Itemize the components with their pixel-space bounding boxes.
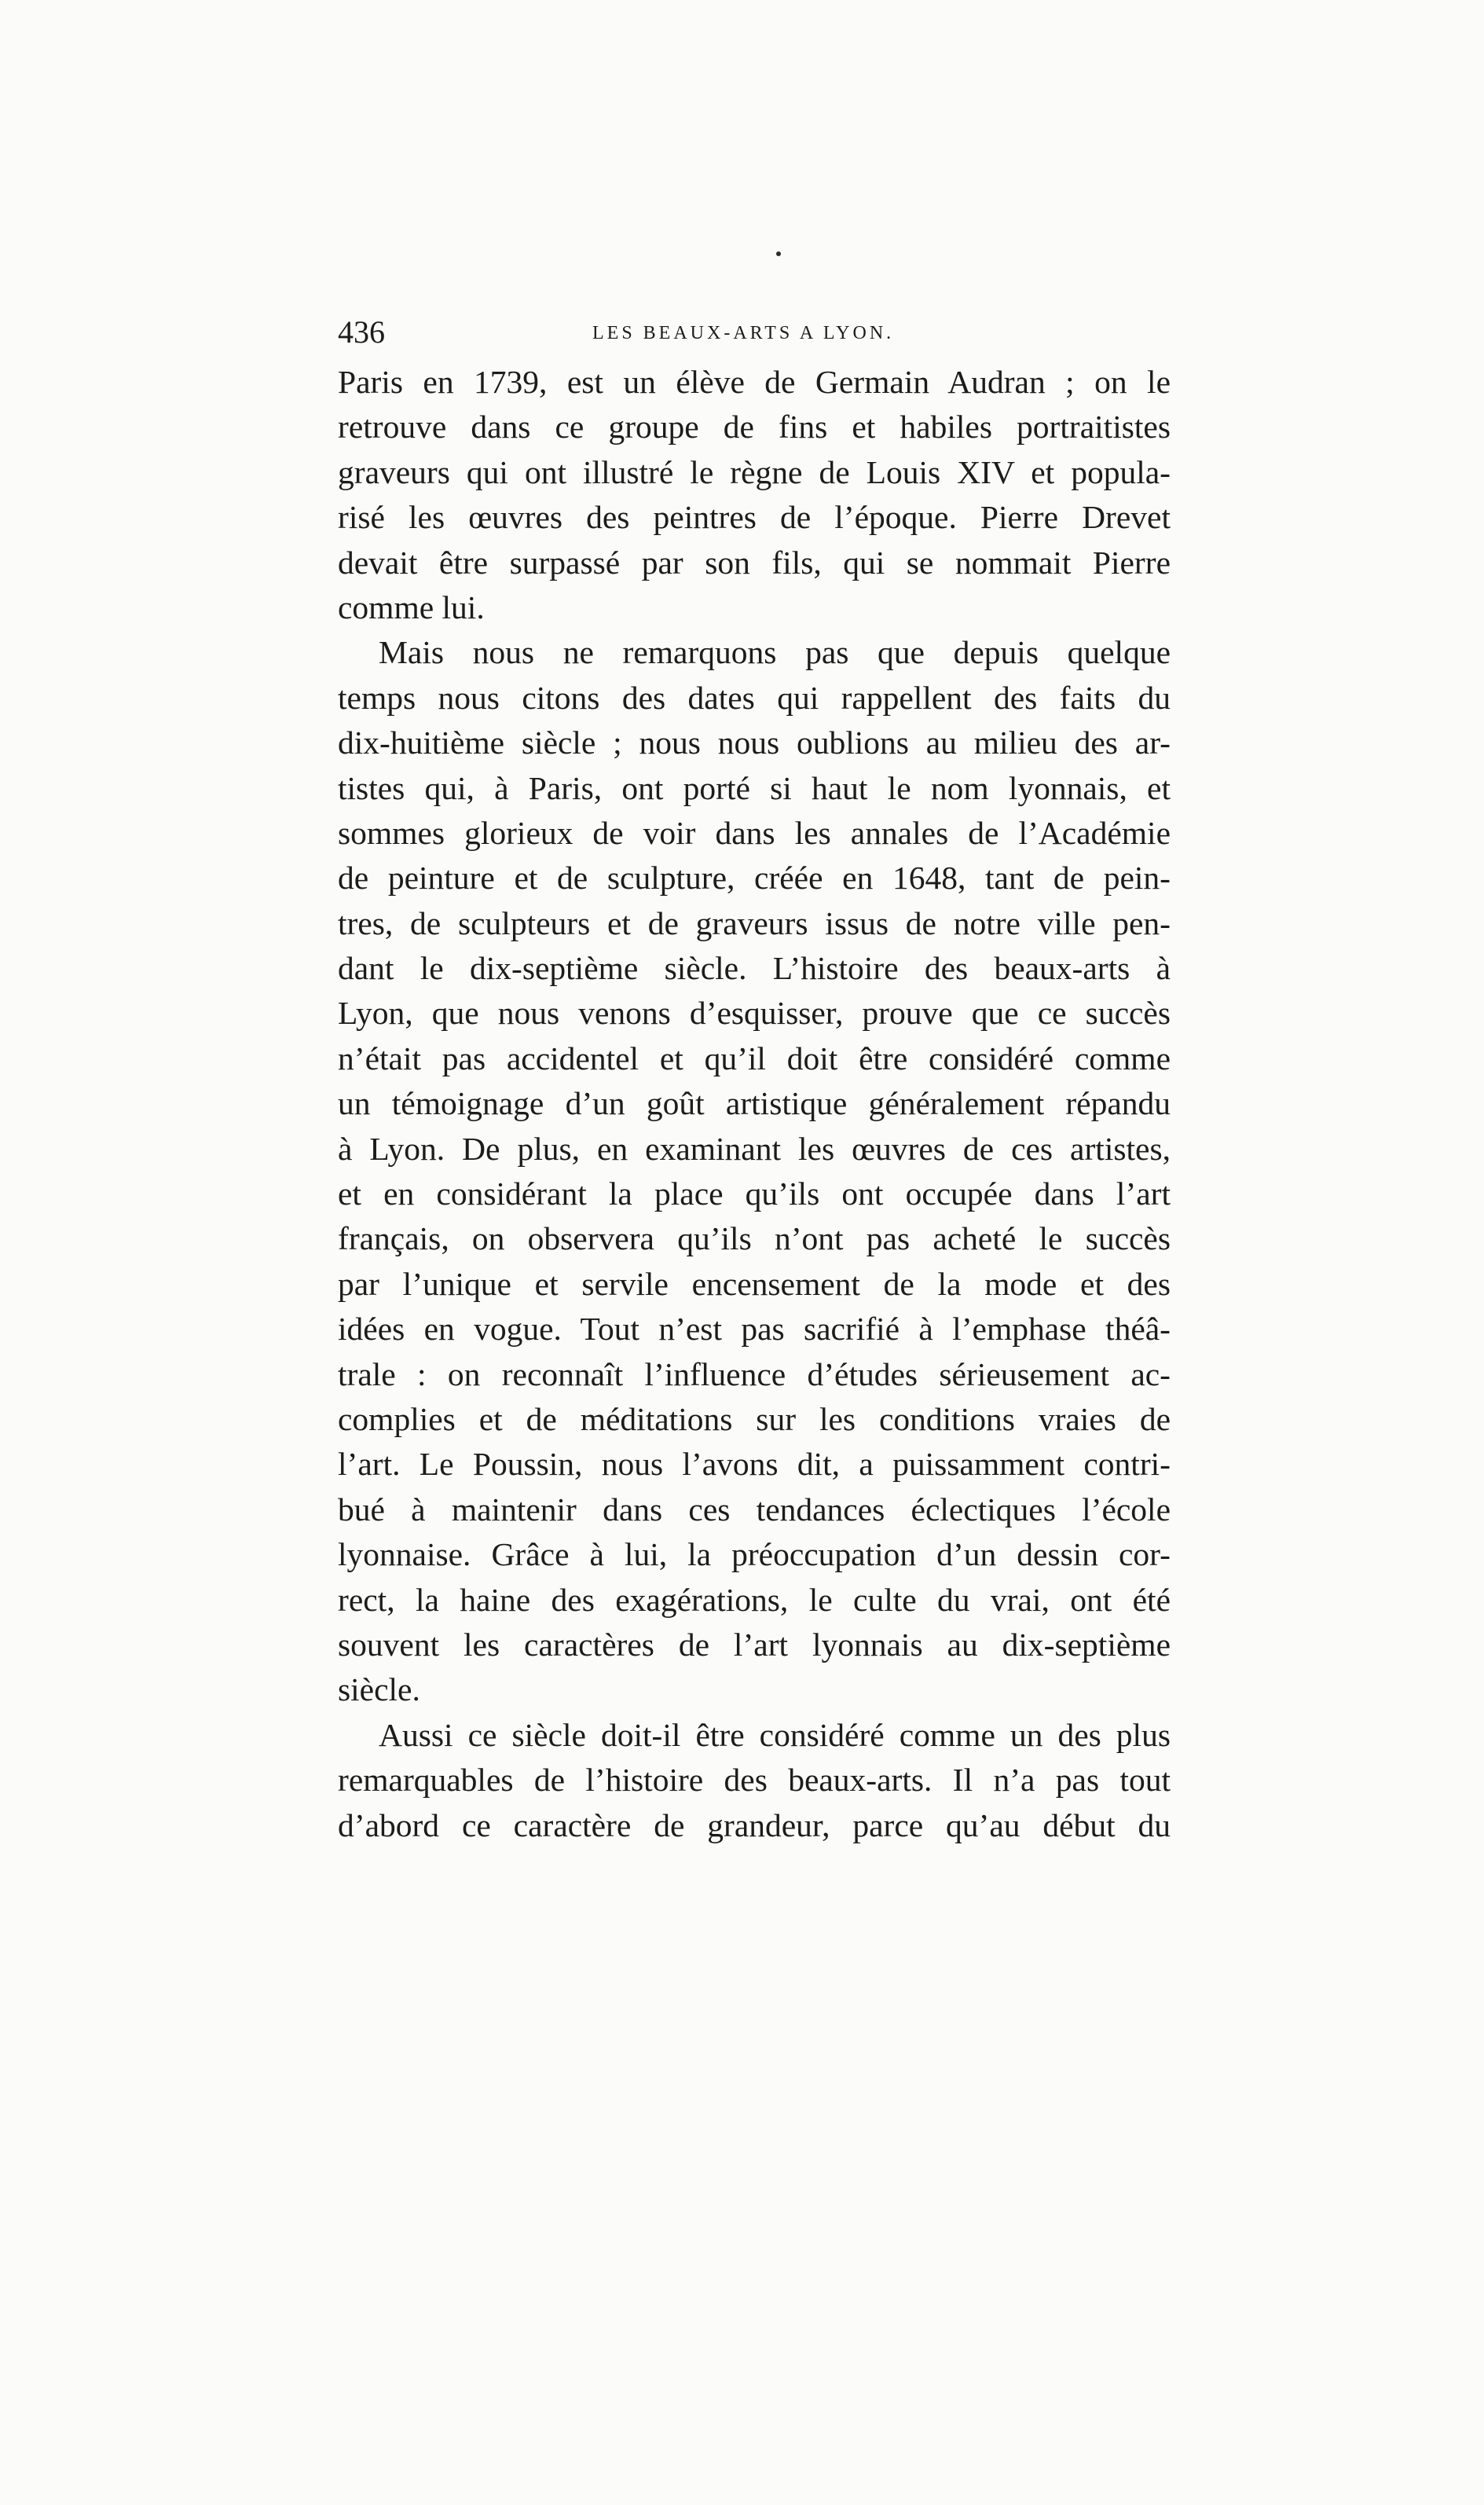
page-number: 436 xyxy=(338,314,385,350)
text-line: sommes glorieux de voir dans les annales de l’Académie xyxy=(338,814,1171,851)
text-line: comme lui. xyxy=(338,589,485,625)
text-line: lyonnaise. Grâce à lui, la préoccupation d’un dessin cor- xyxy=(338,1536,1171,1573)
text-line: par l’unique et servile encensement de la mode et des xyxy=(338,1265,1171,1302)
text-line: l’art. Le Poussin, nous l’avons dit, a puissamment contri- xyxy=(338,1446,1171,1483)
text-line: dix-huitième siècle ; nous nous oublions au milieu des ar- xyxy=(338,724,1171,761)
text-line: idées en vogue. Tout n’est pas sacrifié à l’emphase théâ- xyxy=(338,1311,1171,1348)
text-line: rect, la haine des exagérations, le culte du vrai, ont été xyxy=(338,1581,1171,1618)
text-line: risé les œuvres des peintres de l’époque. Pierre Drevet xyxy=(338,499,1171,536)
text-line: Lyon, que nous venons d’esquisser, prouve que ce succès xyxy=(338,995,1171,1032)
text-line: de peinture et de sculpture, créée en 1648, tant de pein- xyxy=(338,860,1171,897)
text-line: temps nous citons des dates qui rappellent des faits du xyxy=(338,679,1171,716)
body-text xyxy=(338,360,1171,1848)
text-line: siècle. xyxy=(338,1671,420,1708)
text-line: souvent les caractères de l’art lyonnais au dix-septième xyxy=(338,1626,1171,1663)
text-line: bué à maintenir dans ces tendances éclectiques l’école xyxy=(338,1491,1171,1528)
text-line: français, on observera qu’ils n’ont pas acheté le succès xyxy=(338,1220,1171,1257)
text-line: trale : on reconnaît l’influence d’études sérieusement ac- xyxy=(338,1355,1171,1392)
text-line: d’abord ce caractère de grandeur, parce qu’au début du xyxy=(338,1806,1171,1843)
text-line: Aussi ce siècle doit-il être considéré comme un des plus xyxy=(379,1716,1171,1753)
running-title: LES BEAUX-ARTS A LYON. xyxy=(592,323,895,343)
text-line: remarquables de l’histoire des beaux-arts. Il n’a pas tout xyxy=(338,1762,1171,1799)
text-line: complies et de méditations sur les conditions vraies de xyxy=(338,1400,1171,1437)
text-line: Paris en 1739, est un élève de Germain Audran ; on le xyxy=(338,364,1171,400)
text-line: et en considérant la place qu’ils ont occupée dans l’art xyxy=(338,1175,1171,1212)
text-line: dant le dix-septième siècle. L’histoire des beaux-arts à xyxy=(338,950,1171,987)
text-line: devait être surpassé par son fils, qui se nommait Pierre xyxy=(338,544,1171,581)
ink-speck xyxy=(776,251,781,256)
text-line: à Lyon. De plus, en examinant les œuvres de ces artistes, xyxy=(338,1130,1171,1167)
text-line: tres, de sculpteurs et de graveurs issus de notre ville pen- xyxy=(338,904,1171,941)
text-line: un témoignage d’un goût artistique généralement répandu xyxy=(338,1085,1171,1122)
text-line: graveurs qui ont illustré le règne de Louis XIV et popula- xyxy=(338,453,1171,490)
text-line: n’était pas accidentel et qu’il doit être considéré comme xyxy=(338,1040,1171,1076)
page-header xyxy=(338,313,1186,352)
text-line: retrouve dans ce groupe de fins et habiles portraitistes xyxy=(338,409,1171,446)
text-line: Mais nous ne remarquons pas que depuis quelque xyxy=(379,634,1171,671)
text-line: tistes qui, à Paris, ont porté si haut le nom lyonnais, et xyxy=(338,769,1171,806)
